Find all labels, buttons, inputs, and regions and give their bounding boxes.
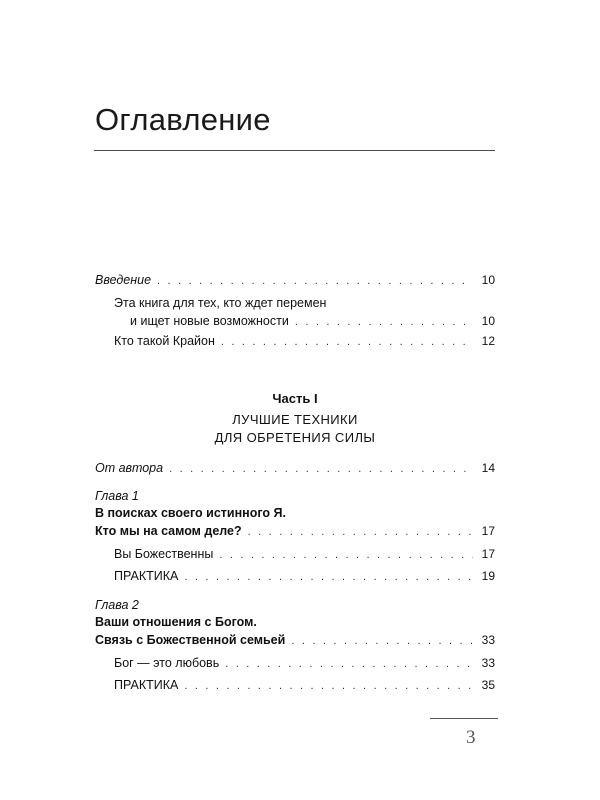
- toc-entry-label: Введение: [95, 273, 152, 287]
- toc-leader-dots: [221, 334, 473, 350]
- toc-leader-dots: [184, 678, 473, 694]
- toc-subentry-kryon[interactable]: [114, 333, 495, 350]
- toc-subentry-books-for[interactable]: [130, 313, 495, 330]
- footer-divider: [430, 718, 498, 719]
- toc-leader-dots: [169, 461, 473, 477]
- toc-entry-from-author[interactable]: [95, 460, 495, 477]
- toc-page-number: 19: [481, 569, 495, 583]
- part-subtitle-line2: ДЛЯ ОБРЕТЕНИЯ СИЛЫ: [214, 430, 376, 445]
- toc-page-number: 33: [481, 633, 495, 647]
- chapter-title-line1: В поисках своего истинного Я.: [95, 506, 286, 520]
- toc-subentry-label: Вы Божественны: [114, 547, 214, 561]
- toc-entry-chapter-2[interactable]: [95, 632, 495, 649]
- chapter-title-line2: Кто мы на самом деле?: [95, 524, 242, 538]
- toc-leader-dots: [295, 314, 473, 330]
- toc-subentry-label: ПРАКТИКА: [114, 678, 179, 692]
- toc-page-number: 14: [481, 461, 495, 475]
- toc-page-number: 10: [481, 314, 495, 328]
- toc-subentry-god-is-love[interactable]: [114, 655, 495, 672]
- toc-leader-dots: [184, 569, 473, 585]
- toc-subentry-label: ПРАКТИКА: [114, 569, 179, 583]
- toc-page-number: 33: [481, 656, 495, 670]
- chapter-label: Глава 1: [95, 489, 139, 503]
- page-title: Оглавление: [95, 102, 271, 137]
- page-number: 3: [466, 727, 476, 748]
- toc-subentry-practice[interactable]: [114, 568, 495, 585]
- toc-page-number: 35: [481, 678, 495, 692]
- toc-subentry-label-line2: и ищет новые возможности: [130, 314, 289, 328]
- chapter-label: Глава 2: [95, 598, 139, 612]
- toc-subentry-label: Кто такой Крайон: [114, 334, 215, 348]
- toc-subentry-label: Бог — это любовь: [114, 656, 220, 670]
- toc-entry-intro[interactable]: [95, 272, 495, 289]
- toc-leader-dots: [157, 273, 473, 289]
- toc-subentry-practice[interactable]: [114, 677, 495, 694]
- toc-page-number: 17: [481, 524, 495, 538]
- toc-subentry-divine[interactable]: [114, 546, 495, 563]
- toc-entry-chapter-1[interactable]: [95, 523, 495, 540]
- part-subtitle-line1: ЛУЧШИЕ ТЕХНИКИ: [232, 412, 358, 427]
- chapter-title-line2: Связь с Божественной семьей: [95, 633, 286, 647]
- toc-leader-dots: [291, 633, 473, 649]
- toc-page-number: 17: [481, 547, 495, 561]
- toc-leader-dots: [248, 524, 473, 540]
- toc-entry-label: От автора: [95, 461, 164, 475]
- toc-subentry-label-line1: Эта книга для тех, кто ждет перемен: [114, 296, 327, 310]
- chapter-title-line1: Ваши отношения с Богом.: [95, 615, 257, 629]
- toc-page-number: 12: [481, 334, 495, 348]
- toc-page-number: 10: [481, 273, 495, 287]
- title-divider: [94, 150, 495, 151]
- toc-leader-dots: [219, 547, 473, 563]
- toc-leader-dots: [225, 656, 473, 672]
- part-heading: Часть I: [272, 391, 318, 406]
